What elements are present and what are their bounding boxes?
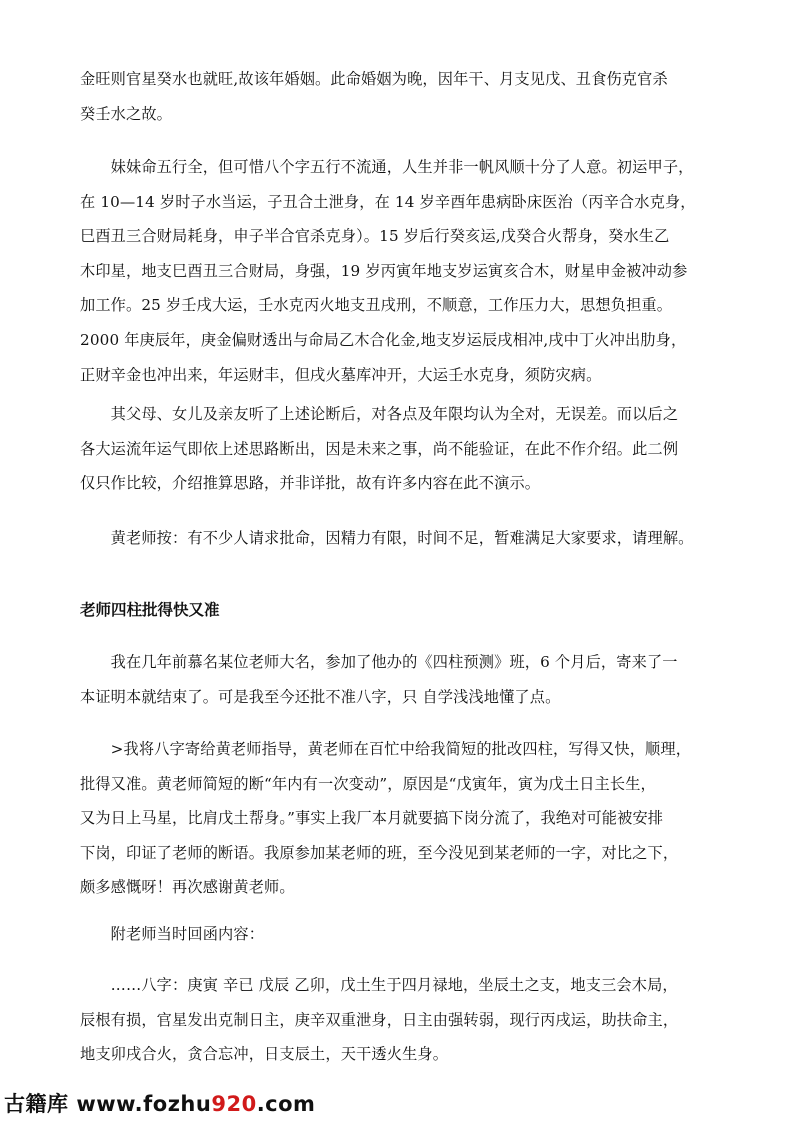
text-line: 在 10—14 岁时子水当运，子丑合土泄身，在 14 岁辛酉年患病卧床医治（丙辛合水克身， xyxy=(80,192,696,211)
text-line: 又为日上马星，比肩戊土帮身。”事实上我厂本月就要搞下岗分流了，我绝对可能被安排 xyxy=(80,809,664,828)
text-line: 加工作。25 岁壬戌大运，壬水克丙火地支丑戌刑，不顺意，工作压力大，思想负担重。 xyxy=(80,296,673,315)
section-heading: 老师四柱批得快又准 xyxy=(80,601,220,619)
paragraph-7 xyxy=(80,917,720,952)
text-line: 地支卯戌合火，贪合忘冲，日支辰土，天干透火生身。 xyxy=(80,1045,449,1064)
text-line: 下岗，印证了老师的断语。我原参加某老师的班，至今没见到某老师的一字，对比之下， xyxy=(80,843,679,862)
paragraph-2 xyxy=(80,150,720,392)
footer-url-prefix: www.fozhu xyxy=(76,1092,212,1116)
footer-url-suffix: .com xyxy=(256,1092,316,1116)
text-line: 其父母、女儿及亲友听了上述论断后，对各点及年限均认为全对，无误差。而以后之 xyxy=(80,405,679,423)
paragraph-4 xyxy=(80,521,720,556)
paragraph-1 xyxy=(80,62,720,131)
paragraph-3 xyxy=(80,397,720,501)
text-line: 仅只作比较，介绍推算思路，并非详批，故有许多内容在此不演示。 xyxy=(80,474,541,493)
text-line: 癸壬水之故。 xyxy=(80,104,173,123)
text-line: 颇多感慨呀！再次感谢黄老师。 xyxy=(80,878,295,897)
paragraph-8 xyxy=(80,968,720,1072)
paragraph-6 xyxy=(80,732,720,905)
footer-watermark xyxy=(4,1088,315,1118)
text-line: 金旺则官星癸水也就旺,故该年婚姻。此命婚姻为晚，因年干、月支见戊、丑食伤克官杀 xyxy=(80,70,668,88)
text-line: 正财辛金也冲出来，年运财丰，但戌火墓库冲开，大运壬水克身，须防灾病。 xyxy=(80,365,602,384)
text-line: 各大运流年运气即依上述思路断出，因是未来之事，尚不能验证，在此不作介绍。此二例 xyxy=(80,439,679,458)
text-line: 辰根有损，官星发出克制日主，庚辛双重泄身，日主由强转弱，现行丙戌运，助扶命主， xyxy=(80,1010,679,1029)
footer-brand-name: 古籍库 xyxy=(4,1092,77,1116)
text-line: 附老师当时回函内容： xyxy=(80,925,265,943)
text-line: 黄老师按：有不少人请求批命，因精力有限，时间不足，暂难满足大家要求，请理解。 xyxy=(80,529,694,547)
text-line: 我在几年前慕名某位老师大名，参加了他办的《四柱预测》班，6 个月后，寄来了一 xyxy=(80,653,678,671)
text-line: 本证明本就结束了。可是我至今还批不准八字，只 自学浅浅地懂了点。 xyxy=(80,687,561,706)
text-line: 妹妹命五行全，但可惜八个字五行不流通，人生并非一帆风顺十分了人意。初运甲子， xyxy=(80,158,694,176)
text-line: 木印星，地支巳酉丑三合财局，身强，19 岁丙寅年地支岁运寅亥合木，财星申金被冲动参 xyxy=(80,261,688,280)
text-line: >我将八字寄给黄老师指导，黄老师在百忙中给我简短的批改四柱，写得又快，顺理， xyxy=(80,740,692,758)
page-footer xyxy=(0,1082,793,1122)
text-line: 2000 年庚辰年，庚金偏财透出与命局乙木合化金,地支岁运辰戌相冲,戌中丁火冲出肋身， xyxy=(80,330,687,349)
text-line: 巳酉丑三合财局耗身，申子半合官杀克身）。15 岁后行癸亥运,戊癸合火帮身，癸水生乙 xyxy=(80,227,670,246)
paragraph-5 xyxy=(80,645,720,714)
footer-url-number: 920 xyxy=(211,1092,257,1116)
text-line: 批得又准。黄老师简短的断“年内有一次变动”，原因是“戊寅年，寅为戊土日主长生， xyxy=(80,774,656,793)
text-line: ……八字：庚寅 辛已 戊辰 乙卯，戊土生于四月禄地，坐辰土之支，地支三会木局， xyxy=(80,976,678,994)
